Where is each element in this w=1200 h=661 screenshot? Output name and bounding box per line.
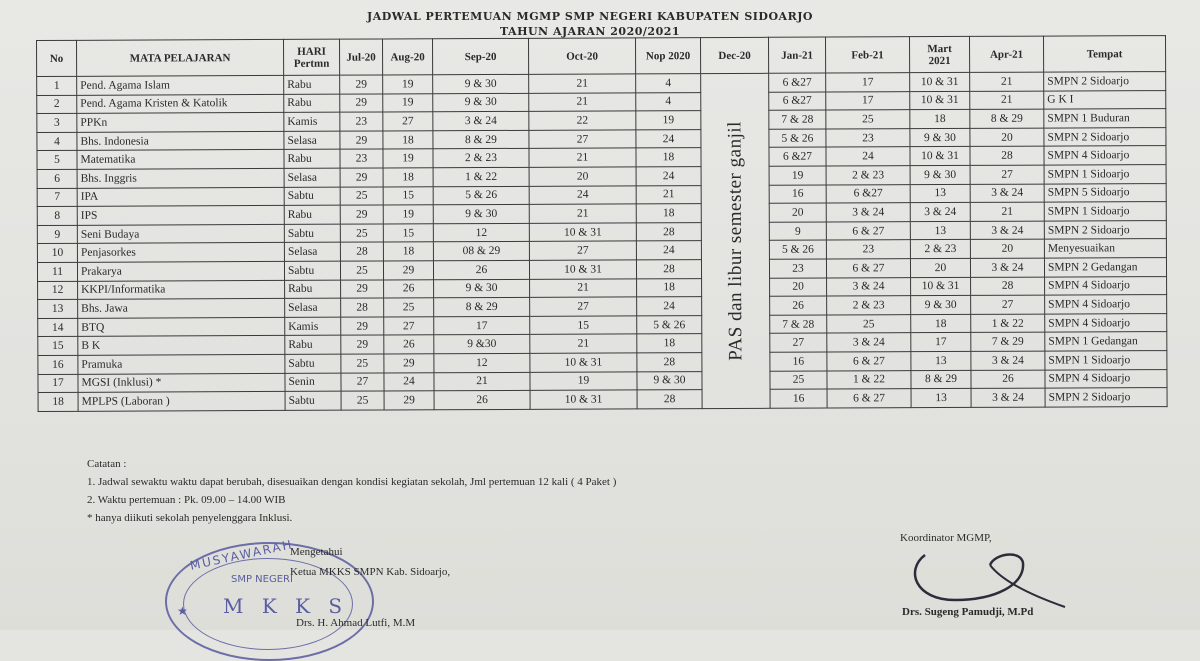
cell-day: Kamis [284,112,340,131]
cell-sep: 12 [433,223,529,242]
cell-nop: 4 [636,92,701,111]
cell-sep: 9 & 30 [433,74,529,93]
cell-oct: 21 [529,92,636,111]
cell-feb: 6 & 27 [826,221,910,240]
cell-no: 16 [38,355,78,374]
cell-sep: 8 & 29 [434,297,530,316]
signature-left-label: Mengetahui [290,546,343,558]
cell-aug: 24 [384,372,434,391]
cell-subject: B K [78,336,285,355]
cell-day: Rabu [284,150,340,169]
cell-subject: Bhs. Jawa [78,299,285,318]
header-mar-line1: Mart [927,42,952,55]
cell-sep: 26 [433,260,529,279]
signature-left-name: Drs. H. Ahmad Lutfi, M.M [296,617,416,629]
cell-jul: 25 [340,224,383,243]
cell-nop: 24 [636,167,701,186]
cell-nop: 28 [637,390,702,409]
cell-subject: BTQ [78,317,285,336]
cell-jul: 25 [341,354,384,373]
cell-place: SMPN 4 Sidoarjo [1045,369,1167,388]
cell-mar: 10 & 31 [910,91,970,110]
cell-no: 13 [38,299,78,318]
cell-aug: 26 [384,279,434,298]
cell-subject: Pramuka [78,354,285,373]
cell-jan: 6 &27 [769,92,826,111]
cell-mar: 10 & 31 [910,147,970,166]
notes-line-1: 1. Jadwal sewaktu waktu dapat berubah, disesuaikan dengan kondisi kegiatan sekolah, Jml pertemuan 12 kali ( 4 Paket ) [87,476,617,488]
cell-place: SMPN 1 Buduran [1044,109,1166,128]
cell-day: Rabu [284,75,340,94]
cell-oct: 21 [529,204,636,223]
cell-sep: 21 [434,372,530,391]
header-apr: Apr-21 [969,36,1043,72]
cell-day: Selasa [284,168,340,187]
cell-oct: 21 [529,74,636,93]
cell-mar: 13 [911,351,971,370]
cell-feb: 25 [826,110,910,129]
header-mar-line2: 2021 [928,54,951,67]
cell-sep: 1 & 22 [433,167,529,186]
header-oct: Oct-20 [528,38,635,74]
cell-no: 17 [38,374,78,393]
stamp-mid-text: SMP NEGERI [231,574,293,585]
document-subtitle: TAHUN AJARAN 2020/2021 [499,25,681,38]
cell-day: Selasa [284,243,340,262]
cell-nop: 24 [636,129,701,148]
cell-jan: 16 [770,352,827,371]
cell-oct: 21 [530,278,637,297]
cell-day: Selasa [285,298,341,317]
cell-nop: 28 [636,222,701,241]
cell-jul: 23 [340,112,383,131]
cell-oct: 21 [530,334,637,353]
cell-place: SMPN 4 Sidoarjo [1045,276,1167,295]
cell-nop: 28 [636,260,701,279]
cell-oct: 24 [529,185,636,204]
cell-no: 7 [37,188,77,207]
cell-nop: 9 & 30 [637,371,702,390]
header-dec: Dec-20 [700,37,768,73]
cell-jan: 5 & 26 [769,129,826,148]
cell-no: 15 [38,337,78,356]
cell-day: Sabtu [284,261,340,280]
header-day [283,39,339,75]
cell-aug: 25 [384,298,434,317]
cell-jan: 26 [770,296,827,315]
cell-aug: 19 [383,205,433,224]
cell-feb: 25 [827,314,911,333]
signature-left-role: Ketua MKKS SMPN Kab. Sidoarjo, [290,566,451,578]
cell-oct: 27 [530,297,637,316]
cell-jul: 29 [340,131,383,150]
cell-nop: 18 [637,278,702,297]
cell-nop: 5 & 26 [637,315,702,334]
cell-aug: 19 [383,93,433,112]
cell-day: Sabtu [284,224,340,243]
cell-nop: 24 [637,297,702,316]
cell-sep: 3 & 24 [433,112,529,131]
cell-jul: 25 [340,187,383,206]
header-feb: Feb-21 [825,37,909,73]
cell-day: Kamis [285,317,341,336]
cell-place: SMPN 2 Gedangan [1044,258,1166,277]
cell-mar: 18 [911,314,971,333]
cell-mar: 13 [911,389,971,408]
cell-feb: 3 & 24 [827,333,911,352]
cell-no: 6 [37,169,77,188]
header-day-line2: Pertmn [293,57,330,70]
cell-jan: 9 [769,222,826,241]
cell-apr: 3 & 24 [971,388,1045,407]
cell-oct: 10 & 31 [530,353,637,372]
cell-aug: 27 [383,112,433,131]
cell-apr: 20 [970,239,1044,258]
cell-apr: 28 [971,277,1045,296]
cell-sep: 9 & 30 [433,93,529,112]
cell-mar: 3 & 24 [910,203,970,222]
cell-jan: 7 & 28 [769,110,826,129]
cell-jul: 28 [340,242,383,261]
cell-feb: 23 [826,128,910,147]
cell-mar: 10 & 31 [911,277,971,296]
cell-apr: 26 [971,370,1045,389]
header-nop: Nop 2020 [635,38,700,74]
cell-feb: 6 &27 [826,184,910,203]
cell-no: 4 [37,132,77,151]
cell-feb: 6 & 27 [827,352,911,371]
cell-place: SMPN 4 Sidoarjo [1044,146,1166,165]
schedule-table [36,35,1168,412]
cell-place: SMPN 2 Sidoarjo [1044,127,1166,146]
handwritten-signature-icon [895,545,1070,615]
cell-subject: Pend. Agama Islam [77,75,284,94]
cell-place: SMPN 2 Sidoarjo [1044,72,1166,91]
cell-nop: 19 [636,111,701,130]
cell-apr: 27 [971,295,1045,314]
cell-oct: 15 [530,316,637,335]
cell-subject: Bhs. Indonesia [77,131,284,150]
cell-day: Senin [285,373,341,392]
cell-feb: 1 & 22 [827,370,911,389]
cell-no: 8 [37,206,77,225]
cell-subject: IPA [77,187,284,206]
cell-mar: 18 [910,110,970,129]
cell-jul: 29 [340,205,383,224]
cell-mar: 17 [911,333,971,352]
cell-aug: 29 [384,354,434,373]
cell-day: Rabu [285,335,341,354]
stamp-big-text: M K K S [223,594,349,618]
cell-jan: 16 [770,389,827,408]
cell-feb: 24 [826,147,910,166]
cell-feb: 17 [826,91,910,110]
cell-subject: KKPI/Informatika [78,280,285,299]
notes-heading: Catatan : [87,458,127,470]
cell-mar: 8 & 29 [911,370,971,389]
signature-right-name: Drs. Sugeng Pamudji, M.Pd [902,606,1034,618]
stamp-top-text: MUSYAWARAH [188,537,295,573]
cell-subject: MGSI (Inklusi) * [78,373,285,392]
cell-aug: 15 [383,224,433,243]
cell-sep: 9 &30 [434,335,530,354]
notes-line-2: 2. Waktu pertemuan : Pk. 09.00 – 14.00 WIB [87,494,286,506]
cell-place: G K I [1044,90,1166,109]
cell-no: 11 [37,262,77,281]
notes-line-3: * hanya diikuti sekolah penyelenggara Inklusi. [87,512,293,524]
cell-sep: 17 [434,316,530,335]
notes-block [87,455,616,527]
cell-aug: 19 [383,75,433,94]
cell-jul: 25 [340,261,383,280]
cell-oct: 10 & 31 [530,390,637,409]
cell-subject: Penjasorkes [77,243,284,262]
cell-jan: 5 & 26 [769,240,826,259]
cell-jul: 25 [341,391,384,410]
table-header-row [37,36,1166,77]
stamp-star-icon: ★ [177,604,188,618]
cell-no: 18 [38,392,78,411]
cell-apr: 1 & 22 [971,314,1045,333]
cell-place: SMPN 1 Sidoarjo [1044,202,1166,221]
cell-apr: 3 & 24 [970,184,1044,203]
cell-sep: 8 & 29 [433,130,529,149]
cell-feb: 2 & 23 [827,296,911,315]
cell-feb: 6 & 27 [827,389,911,408]
cell-day: Sabtu [285,354,341,373]
cell-place: SMPN 2 Sidoarjo [1044,220,1166,239]
header-place: Tempat [1043,36,1165,73]
cell-nop: 4 [636,74,701,93]
cell-aug: 18 [383,131,433,150]
cell-oct: 21 [529,148,636,167]
cell-jul: 29 [341,317,384,336]
cell-nop: 24 [636,241,701,260]
cell-mar: 9 & 30 [911,296,971,315]
cell-apr: 8 & 29 [970,109,1044,128]
cell-no: 10 [37,244,77,263]
cell-subject: Matematika [77,150,284,169]
header-mar [909,36,969,72]
cell-apr: 21 [970,72,1044,91]
cell-jul: 27 [341,372,384,391]
cell-subject: Prakarya [77,261,284,280]
cell-mar: 20 [910,258,970,277]
header-jul: Jul-20 [339,39,382,75]
cell-feb: 3 & 24 [826,203,910,222]
cell-apr: 20 [970,128,1044,147]
cell-nop: 18 [637,334,702,353]
cell-oct: 10 & 31 [529,223,636,242]
cell-sep: 08 & 29 [433,242,529,261]
cell-jan: 19 [769,166,826,185]
cell-no: 14 [38,318,78,337]
cell-place: SMPN 5 Sidoarjo [1044,183,1166,202]
cell-sep: 9 & 30 [434,279,530,298]
header-aug: Aug-20 [382,39,432,75]
header-no: No [37,40,77,76]
cell-day: Sabtu [284,187,340,206]
cell-jul: 28 [341,298,384,317]
cell-jan: 27 [770,333,827,352]
header-subject: MATA PELAJARAN [77,39,284,76]
cell-jul: 29 [340,94,383,113]
cell-jul: 29 [340,168,383,187]
cell-subject: Seni Budaya [77,224,284,243]
cell-day: Rabu [284,205,340,224]
cell-apr: 27 [970,165,1044,184]
cell-feb: 2 & 23 [826,166,910,185]
cell-feb: 6 & 27 [826,259,910,278]
cell-mar: 2 & 23 [910,240,970,259]
cell-oct: 10 & 31 [529,260,636,279]
dec-vertical-text: PAS dan libur semester ganjil [723,120,746,361]
cell-aug: 15 [383,186,433,205]
cell-jan: 7 & 28 [770,315,827,334]
cell-no: 1 [37,76,77,95]
cell-apr: 3 & 24 [970,221,1044,240]
cell-sep: 12 [434,353,530,372]
cell-no: 3 [37,114,77,133]
cell-nop: 18 [636,148,701,167]
cell-subject: PPKn [77,113,284,132]
cell-mar: 9 & 30 [910,128,970,147]
header-sep: Sep-20 [432,38,528,74]
cell-mar: 13 [910,221,970,240]
cell-nop: 21 [636,185,701,204]
cell-place: SMPN 4 Sidoarjo [1045,295,1167,314]
cell-oct: 27 [529,241,636,260]
cell-aug: 27 [384,316,434,335]
cell-apr: 21 [970,91,1044,110]
cell-apr: 3 & 24 [971,351,1045,370]
cell-aug: 29 [383,261,433,280]
cell-jan: 20 [769,203,826,222]
cell-jul: 29 [341,335,384,354]
cell-mar: 13 [910,184,970,203]
cell-place: SMPN 1 Sidoarjo [1045,350,1167,369]
header-jan: Jan-21 [768,37,825,73]
cell-sep: 2 & 23 [433,149,529,168]
cell-mar: 9 & 30 [910,165,970,184]
cell-apr: 28 [970,146,1044,165]
header-day-line1: HARI [297,45,326,58]
cell-jul: 23 [340,149,383,168]
cell-no: 9 [37,225,77,244]
cell-sep: 9 & 30 [433,205,529,224]
cell-day: Rabu [284,94,340,113]
signature-left-block [290,542,450,582]
cell-place: SMPN 2 Sidoarjo [1045,388,1167,407]
cell-subject: IPS [77,206,284,225]
dec-merged-cell [701,73,770,408]
document-title: JADWAL PERTEMUAN MGMP SMP NEGERI KABUPATEN SIDOARJO [366,10,814,23]
cell-subject: Bhs. Inggris [77,168,284,187]
cell-place: SMPN 1 Gedangan [1045,332,1167,351]
cell-no: 5 [37,151,77,170]
signature-right-label: Koordinator MGMP, [900,532,992,544]
cell-feb: 17 [826,73,910,92]
cell-no: 12 [38,281,78,300]
cell-jan: 25 [770,371,827,390]
cell-apr: 21 [970,202,1044,221]
cell-nop: 28 [637,353,702,372]
cell-jan: 20 [770,278,827,297]
cell-day: Sabtu [285,391,341,410]
cell-day: Rabu [285,280,341,299]
cell-apr: 7 & 29 [971,332,1045,351]
cell-oct: 27 [529,130,636,149]
cell-aug: 18 [383,242,433,261]
cell-aug: 29 [384,391,434,410]
cell-oct: 22 [529,111,636,130]
cell-sep: 26 [434,390,530,409]
cell-oct: 20 [529,167,636,186]
table-row [38,388,1167,412]
cell-sep: 5 & 26 [433,186,529,205]
cell-jan: 16 [769,185,826,204]
cell-no: 2 [37,95,77,114]
cell-jan: 23 [769,259,826,278]
cell-apr: 3 & 24 [970,258,1044,277]
cell-place: SMPN 1 Sidoarjo [1044,165,1166,184]
cell-aug: 18 [383,168,433,187]
cell-jan: 6 &27 [769,73,826,92]
cell-mar: 10 & 31 [910,72,970,91]
cell-subject: Pend. Agama Kristen & Katolik [77,94,284,113]
cell-aug: 26 [384,335,434,354]
cell-place: SMPN 4 Sidoarjo [1045,313,1167,332]
cell-jan: 6 &27 [769,147,826,166]
cell-place: Menyesuaikan [1044,239,1166,258]
cell-jul: 29 [341,280,384,299]
cell-oct: 19 [530,371,637,390]
cell-feb: 23 [826,240,910,259]
cell-subject: MPLPS (Laboran ) [78,392,285,411]
cell-jul: 29 [340,75,383,94]
cell-aug: 19 [383,149,433,168]
cell-feb: 3 & 24 [827,277,911,296]
cell-day: Selasa [284,131,340,150]
cell-nop: 18 [636,204,701,223]
